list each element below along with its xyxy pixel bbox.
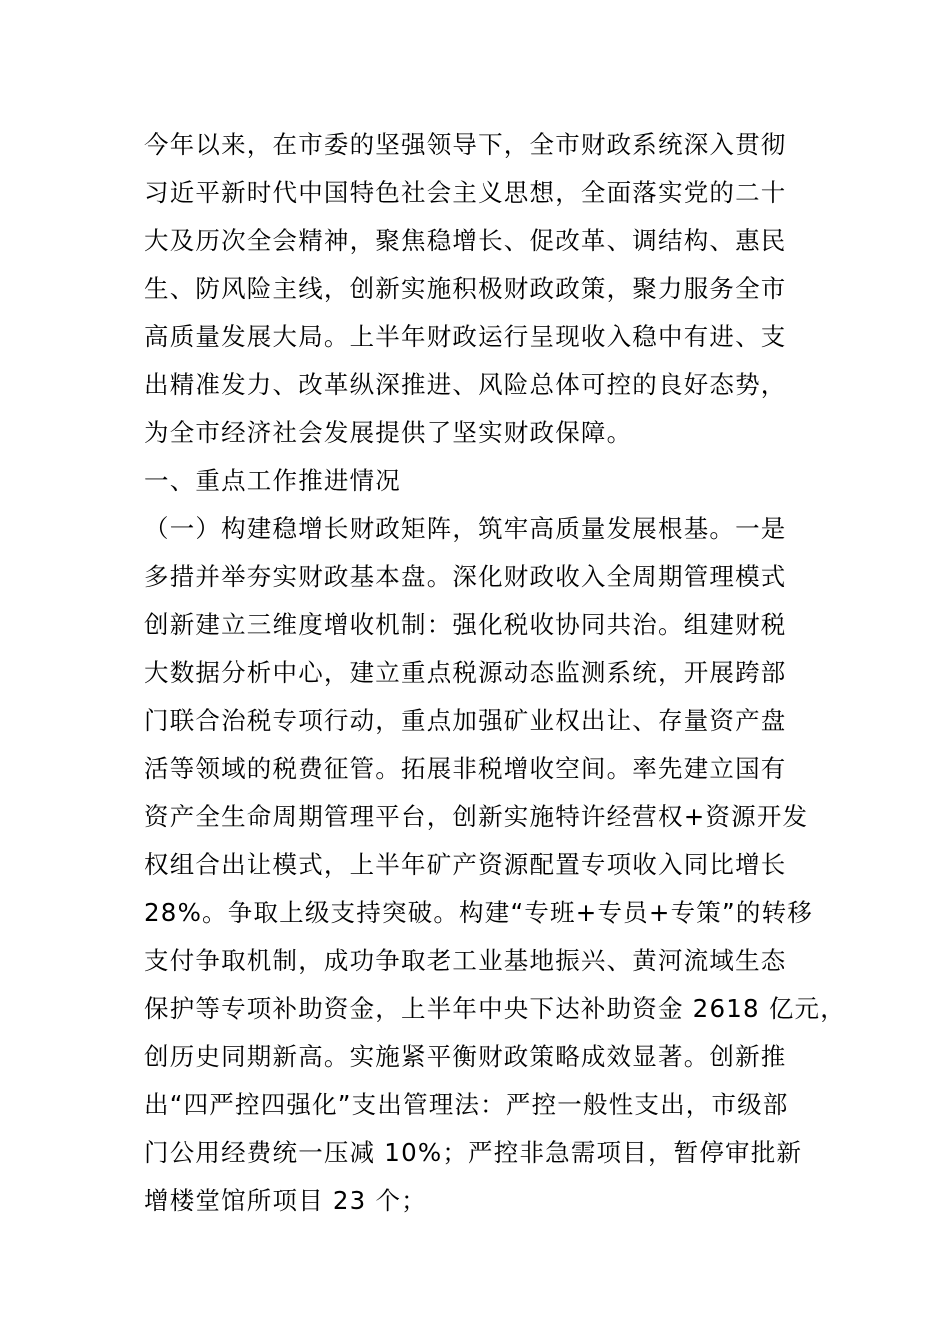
paragraph-line-14: 增楼堂馆所项目 23 个； xyxy=(144,1186,427,1215)
intro-line-2: 习近平新时代中国特色社会主义思想，全面落实党的二十 xyxy=(144,178,787,207)
paragraph-line-2: 创新建立三维度增收机制：强化税收协同共治。组建财税 xyxy=(144,610,787,639)
paragraph-line-6: 资产全生命周期管理平台，创新实施特许经营权+资源开发 xyxy=(144,802,809,831)
body-text xyxy=(144,121,846,1225)
paragraph-line-4: 门联合治税专项行动，重点加强矿业权出让、存量资产盘 xyxy=(144,706,787,735)
intro-line-7: 为全市经济社会发展提供了坚实财政保障。 xyxy=(144,418,633,447)
paragraph-line-13: 门公用经费统一压减 10%；严控非急需项目，暂停审批新 xyxy=(144,1138,803,1167)
paragraph-line-9: 支付争取机制，成功争取老工业基地振兴、黄河流域生态 xyxy=(144,946,787,975)
paragraph-line-11: 创历史同期新高。实施紧平衡财政策略成效显著。创新推 xyxy=(144,1042,787,1071)
subsection-line-1: （一）构建稳增长财政矩阵，筑牢高质量发展根基。一是 xyxy=(144,514,787,543)
paragraph-line-10: 保护等专项补助资金，上半年中央下达补助资金 2618 亿元， xyxy=(144,994,846,1023)
paragraph-line-7: 权组合出让模式，上半年矿产资源配置专项收入同比增长 xyxy=(144,850,787,879)
intro-line-1: 今年以来，在市委的坚强领导下，全市财政系统深入贯彻 xyxy=(144,130,787,159)
paragraph-line-8: 28%。争取上级支持突破。构建“专班+专员+专策”的转移 xyxy=(144,898,813,927)
section-heading: 一、重点工作推进情况 xyxy=(144,466,401,495)
paragraph-line-5: 活等领域的税费征管。拓展非税增收空间。率先建立国有 xyxy=(144,754,787,783)
intro-line-6: 出精准发力、改革纵深推进、风险总体可控的良好态势， xyxy=(144,370,787,399)
intro-line-3: 大及历次全会精神，聚焦稳增长、促改革、调结构、惠民 xyxy=(144,226,787,255)
paragraph-line-3: 大数据分析中心，建立重点税源动态监测系统，开展跨部 xyxy=(144,658,787,687)
intro-line-4: 生、防风险主线，创新实施积极财政政策，聚力服务全市 xyxy=(144,274,787,303)
paragraph-line-12: 出“四严控四强化”支出管理法：严控一般性支出，市级部 xyxy=(144,1090,789,1119)
intro-line-5: 高质量发展大局。上半年财政运行呈现收入稳中有进、支 xyxy=(144,322,787,351)
paragraph-line-1: 多措并举夯实财政基本盘。深化财政收入全周期管理模式 xyxy=(144,562,787,591)
